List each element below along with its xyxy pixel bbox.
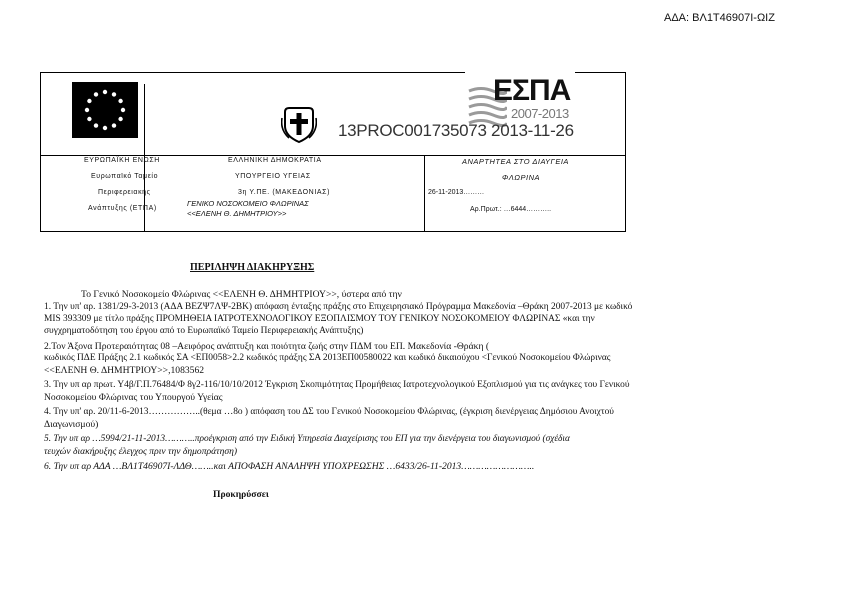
- divider: [424, 155, 425, 232]
- clause-line: συγχρηματοδότηση του έργου από το Ευρωπαϊκό Ταμείο Περιφερειακής Ανάπτυξης): [44, 326, 364, 336]
- publish-label: ΑΝΑΡΤΗΤΕΑ ΣΤΟ ΔΙΑΥΓΕΙΑ: [462, 157, 569, 166]
- proclaims-heading: Προκηρύσσει: [213, 489, 269, 500]
- fund-label: Ανάπτυξης (ΕΤΠΑ): [88, 205, 157, 212]
- clause-line: 6. Την υπ αρ ΑΔΑ …ΒΛ1Τ46907Ι-ΛΔΘ……..και ΑΠΟΦΑΣΗ ΑΝΑΛΗΨΗ ΥΠΟΧΡΕΩΣΗΣ …6433/26-11-2013……………………..: [44, 461, 535, 472]
- greek-emblem-icon: [281, 104, 317, 144]
- clause-line: Διαγωνισμού): [44, 419, 99, 430]
- clause-line: Νοσοκομείου Φλώρινας του Υπουργού Υγείας: [44, 392, 223, 403]
- eu-flag-icon: [72, 82, 138, 138]
- date-label: 26-11-2013………: [428, 189, 485, 196]
- clause-line: 2.Τον Άξονα Προτεραιότητας 08 –Αειφόρος ανάπτυξη και ποιότητα ζωής στην ΠΔΜ του ΕΠ. Μακεδονία -Θράκη (: [44, 341, 490, 352]
- document-code: 13PROC001735073 2013-11-26: [338, 121, 574, 140]
- espa-logo-years: 2007-2013: [511, 106, 569, 121]
- divider: [40, 155, 626, 156]
- clause-line: 3. Την υπ αρ πρωτ. Υ4β/Γ.Π.76484/Φ 8γ2-116/10/10/2012 Έγκριση Σκοπιμότητας Προμήθειας Ιατροτεχνολογικού Εξοπλισμού για τις ανάγκες του Γενικού: [44, 380, 630, 390]
- intro-text: Το Γενικό Νοσοκομείο Φλώρινας <<ΕΛΕΝΗ Θ. ΔΗΜΗΤΡΙΟΥ>>, ύστερα από την: [81, 289, 402, 300]
- clause-line: 5. Την υπ αρ …5994/21-11-2013………..προέγκριση από την Ειδική Υπηρεσία Διαχείρισης του ΕΠ για την διενέργεια του διαγωνισμού (σχέδια: [44, 434, 570, 444]
- health-region-label: 3η Υ.ΠΕ. (ΜΑΚΕΔΟΝΙΑΣ): [238, 189, 331, 196]
- clause-line: 1. Την υπ' αρ. 1381/29-3-2013 (ΑΔΑ ΒΕΖΨ7ΛΨ-2ΒΚ) απόφαση ένταξης πράξης στο Επιχειρησιακό Πρόγραμμα Μακεδονία –Θράκη 2007-2013 με κωδικό: [44, 302, 633, 312]
- fund-label: Ευρωπαϊκό Ταμείο: [91, 173, 159, 180]
- city-label: ΦΛΩΡΙΝΑ: [502, 173, 540, 182]
- hospital-name: ΓΕΝΙΚΟ ΝΟΣΟΚΟΜΕΙΟ ΦΛΩΡΙΝΑΣ: [187, 199, 309, 208]
- republic-label: ΕΛΛΗΝΙΚΗ ΔΗΜΟΚΡΑΤΙΑ: [228, 157, 322, 164]
- clause-line: κωδικός ΠΔΕ Πράξης 2.1 κωδικός ΣΑ <ΕΠ0058>2.2 κωδικός πράξης ΣΑ 2013ΕΠ00580022 και κωδικό δικαιούχου <Γενικού Νοσοκομείου Φλώρινας: [44, 353, 611, 363]
- clause-line: τευχών διακήρυξης έλεγχος πριν την δημοπράτηση): [44, 446, 238, 457]
- protocol-number: Αρ.Πρωτ.: …6444………..: [470, 206, 552, 213]
- eu-label: ΕΥΡΩΠΑΪΚΗ ΕΝΩΣΗ: [84, 157, 160, 164]
- clause-line: MIS 393309 με τίτλο πράξης ΠΡΟΜΗΘΕΙΑ ΙΑΤΡΟΤΕΧΝΟΛΟΓΙΚΟΥ ΕΞΟΠΛΙΣΜΟΥ ΤΟΥ ΓΕΝΙΚΟΥ ΝΟΣΟΚΟΜΕΙΟΥ ΦΛΩΡΙΝΑΣ «και την: [44, 314, 595, 324]
- espa-logo-text: ΕΣΠΑ: [493, 74, 571, 107]
- ministry-label: ΥΠΟΥΡΓΕΙΟ ΥΓΕΙΑΣ: [235, 173, 311, 180]
- clause-line: <<ΕΛΕΝΗ Θ. ΔΗΜΗΤΡΙΟΥ>>,1083562: [44, 365, 205, 376]
- clause-line: 4. Την υπ' αρ. 20/11-6-2013……………..(θεμα …8ο ) απόφαση του ΔΣ του Γενικού Νοσοκομείου Φλώρινας, (έγκριση διενέργειας Δημόσιου Ανοιχτού: [44, 407, 614, 417]
- fund-label: Περιφερειακής: [98, 189, 151, 196]
- document-title: ΠΕΡΙΛΗΨΗ ΔΙΑΚΗΡΥΞΗΣ: [190, 262, 315, 273]
- hospital-subtitle: <<ΕΛΕΝΗ Θ. ΔΗΜΗΤΡΙΟΥ>>: [187, 209, 287, 218]
- ada-code: ΑΔΑ: ΒΛ1Τ46907Ι-ΩΙΖ: [664, 12, 775, 24]
